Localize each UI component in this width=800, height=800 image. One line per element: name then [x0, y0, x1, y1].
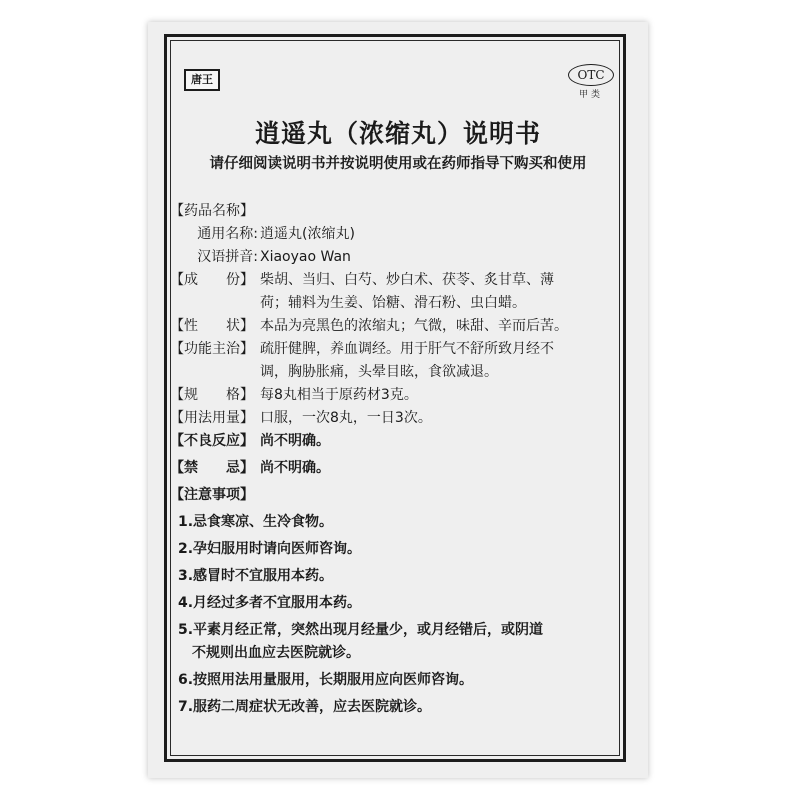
ingredients-line-2: 荷；辅料为生姜、饴糖、滑石粉、虫白蜡。	[260, 295, 526, 311]
note-item-3: 3.感冒时不宜服用本药。	[178, 568, 334, 584]
note-item-4: 4.月经过多者不宜服用本药。	[178, 595, 362, 611]
otc-class: 甲类	[578, 90, 603, 100]
contraindications-label: 【禁 忌】	[170, 460, 254, 476]
ingredients-line-1: 柴胡、当归、白芍、炒白术、茯苓、炙甘草、薄	[260, 272, 554, 288]
document-subtitle: 请仔细阅读说明书并按说明使用或在药师指导下购买和使用	[209, 156, 587, 172]
pinyin-row	[170, 246, 615, 269]
ingredients-label: 【成 份】	[170, 272, 254, 288]
pinyin-label: 汉语拼音:	[197, 249, 258, 265]
contraindications-row	[170, 457, 615, 480]
contraindications-value: 尚不明确。	[260, 460, 330, 476]
instruction-sheet	[148, 22, 648, 778]
appearance-label: 【性 状】	[170, 318, 254, 334]
generic-name-label: 通用名称:	[197, 226, 258, 242]
drug-name-label: 【药品名称】	[170, 203, 254, 219]
adverse-label: 【不良反应】	[170, 433, 254, 449]
otc-badge	[568, 64, 614, 100]
indications-line-2: 调，胸胁胀痛，头晕目眩，食欲减退。	[260, 364, 498, 380]
dosage-value: 口服，一次8丸，一日3次。	[260, 410, 432, 426]
note-item-5: 5.平素月经正常，突然出现月经量少，或月经错后，或阴道	[178, 622, 544, 638]
dosage-row	[170, 407, 615, 430]
adverse-value: 尚不明确。	[260, 433, 330, 449]
generic-name-row	[170, 223, 615, 246]
pinyin-value: Xiaoyao Wan	[260, 249, 351, 265]
otc-mark: OTC	[568, 64, 614, 86]
spec-label: 【规 格】	[170, 387, 254, 403]
adverse-row	[170, 430, 615, 453]
brand-logo: 唐王	[184, 69, 220, 91]
document-body	[170, 200, 615, 723]
appearance-row	[170, 315, 615, 338]
dosage-label: 【用法用量】	[170, 410, 254, 426]
note-item-5-continued: 不规则出血应去医院就诊。	[192, 645, 360, 661]
ingredients-row	[170, 269, 615, 315]
appearance-value: 本品为亮黑色的浓缩丸；气微，味甜、辛而后苦。	[260, 318, 568, 334]
note-item-7: 7.服药二周症状无改善，应去医院就诊。	[178, 699, 432, 715]
notes-label: 【注意事项】	[170, 487, 254, 503]
spec-value: 每8丸相当于原药材3克。	[260, 387, 418, 403]
drug-name-section	[170, 200, 615, 223]
indications-label: 【功能主治】	[170, 341, 254, 357]
note-item-2: 2.孕妇服用时请向医师咨询。	[178, 541, 362, 557]
note-item-6: 6.按照用法用量服用，长期服用应向医师咨询。	[178, 672, 474, 688]
spec-row	[170, 384, 615, 407]
indications-line-1: 疏肝健脾，养血调经。用于肝气不舒所致月经不	[260, 341, 554, 357]
note-item-1: 1.忌食寒凉、生冷食物。	[178, 514, 334, 530]
document-title: 逍遥丸（浓缩丸）说明书	[254, 119, 541, 148]
generic-name-value: 逍遥丸(浓缩丸)	[260, 226, 355, 242]
notes-section	[170, 484, 615, 507]
indications-row	[170, 338, 615, 384]
